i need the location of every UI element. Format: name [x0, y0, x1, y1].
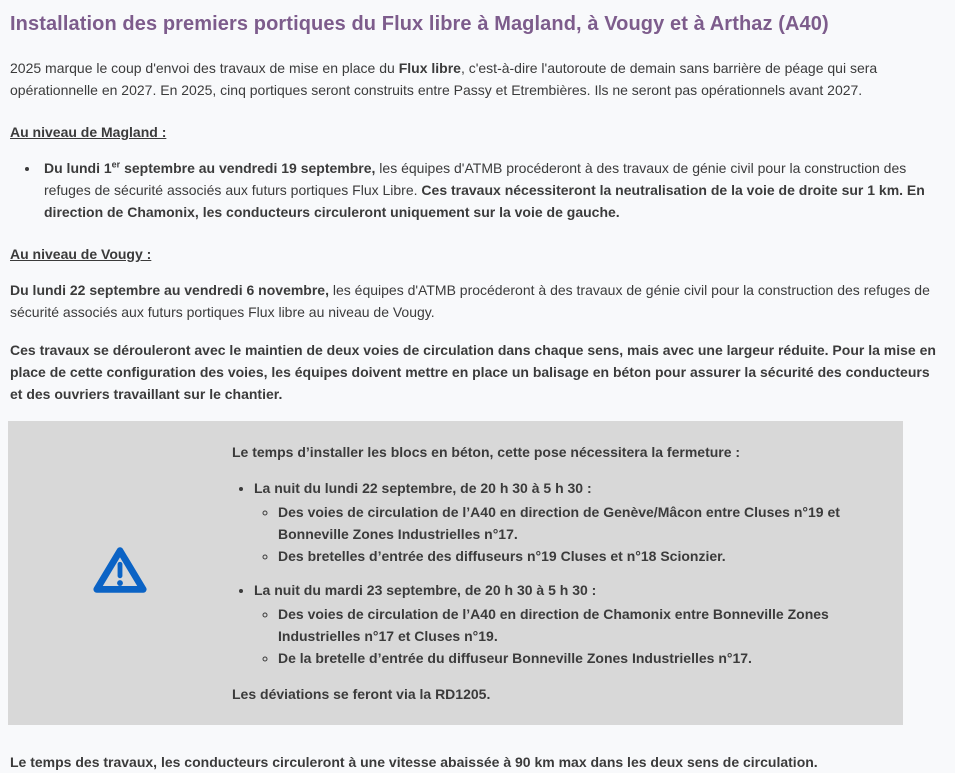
magland-bold-tail: Ces travaux nécessiteront la neutralisation de la voie de droite sur 1 km. En direction de Chamonix, les conducteurs circuleront uniquement sur la voie de gauche. [44, 182, 925, 220]
magland-list-item [40, 157, 945, 223]
closure-item: ◦ Des voies de circulation de l’A40 en direction de Chamonix entre Bonneville Zones Industrielles n°17 et Cluses n°19. [278, 603, 873, 647]
magland-list [10, 157, 945, 223]
vougy-date-bold: Du lundi 22 septembre au vendredi 6 novembre, [10, 282, 329, 298]
section-heading-vougy: Au niveau de Vougy : [10, 246, 152, 262]
intro-paragraph [10, 57, 945, 101]
closure-alert-box [8, 421, 903, 725]
intro-text-bold: Flux libre [398, 60, 461, 76]
magland-date-post: septembre au vendredi 19 septembre, [120, 160, 376, 176]
section-heading-magland: Au niveau de Magland : [10, 124, 167, 140]
vougy-paragraph-2 [10, 339, 945, 405]
vougy-regular-text: les équipes d'ATMB procéderont à des travaux de génie civil pour la construction des refuges de sécurité associés aux futurs portiques Flux libre au niveau de Vougy. [10, 282, 930, 320]
intro-text-post: , c'est-à-dire l'autoroute de demain sans barrière de péage qui sera opérationnelle en 2027. En 2025, cinq portiques seront construits entre Passy et Etrembières. Ils ne seront pas opérationnels avant 2027. [10, 60, 878, 98]
vougy-bold-text: Ces travaux se dérouleront avec le maintien de deux voies de circulation dans chaque sens, mais avec une largeur réduite. Pour la mise en place de cette configuration des voies, les équipes doivent mettre en place un balisage en béton pour assurer la sécurité des conducteurs et des ouvriers travaillant sur le chantier. [10, 342, 936, 402]
magland-regular-text: les équipes d'ATMB procéderont à des travaux de génie civil pour la construction des refuges de sécurité associés aux futurs portiques Flux Libre. [44, 160, 907, 198]
night-item-monday [254, 477, 873, 567]
closure-list-tuesday [254, 603, 873, 669]
magland-date-pre: Du lundi 1 [44, 160, 112, 176]
magland-ordinal-sup: er [111, 159, 121, 170]
night-item-tuesday [254, 579, 873, 669]
magland-bold-lead [44, 160, 375, 176]
alert-content [232, 441, 873, 705]
speed-limit-note: Le temps des travaux, les conducteurs circuleront à une vitesse abaissée à 90 km max dans les deux sens de circulation. [10, 754, 818, 770]
alert-outro: Les déviations se feront via la RD1205. [232, 686, 491, 702]
night-label: La nuit du mardi 23 septembre, de 20 h 30 à 5 h 30 : [254, 582, 597, 598]
closure-list-monday [254, 501, 873, 567]
warning-triangle-icon [91, 543, 149, 604]
page-title: Installation des premiers portiques du Flux libre à Magland, à Vougy et à Arthaz (A40) [10, 13, 829, 35]
intro-text-pre: 2025 marque le coup d'envoi des travaux de mise en place du [10, 60, 399, 76]
alert-icon-column [8, 543, 232, 604]
vougy-paragraph-1 [10, 279, 945, 323]
closure-item: ◦ De la bretelle d’entrée du diffuseur Bonneville Zones Industrielles n°17. [278, 647, 873, 669]
night-list [232, 477, 873, 669]
night-label: La nuit du lundi 22 septembre, de 20 h 30 à 5 h 30 : [254, 480, 592, 496]
alert-intro: Le temps d’installer les blocs en béton, cette pose nécessitera la fermeture : [232, 444, 741, 460]
closure-item: ◦ Des voies de circulation de l’A40 en direction de Genève/Mâcon entre Cluses n°19 et Bonneville Zones Industrielles n°17. [278, 501, 873, 545]
closure-item: ◦ Des bretelles d’entrée des diffuseurs n°19 Cluses et n°18 Scionzier. [278, 545, 873, 567]
